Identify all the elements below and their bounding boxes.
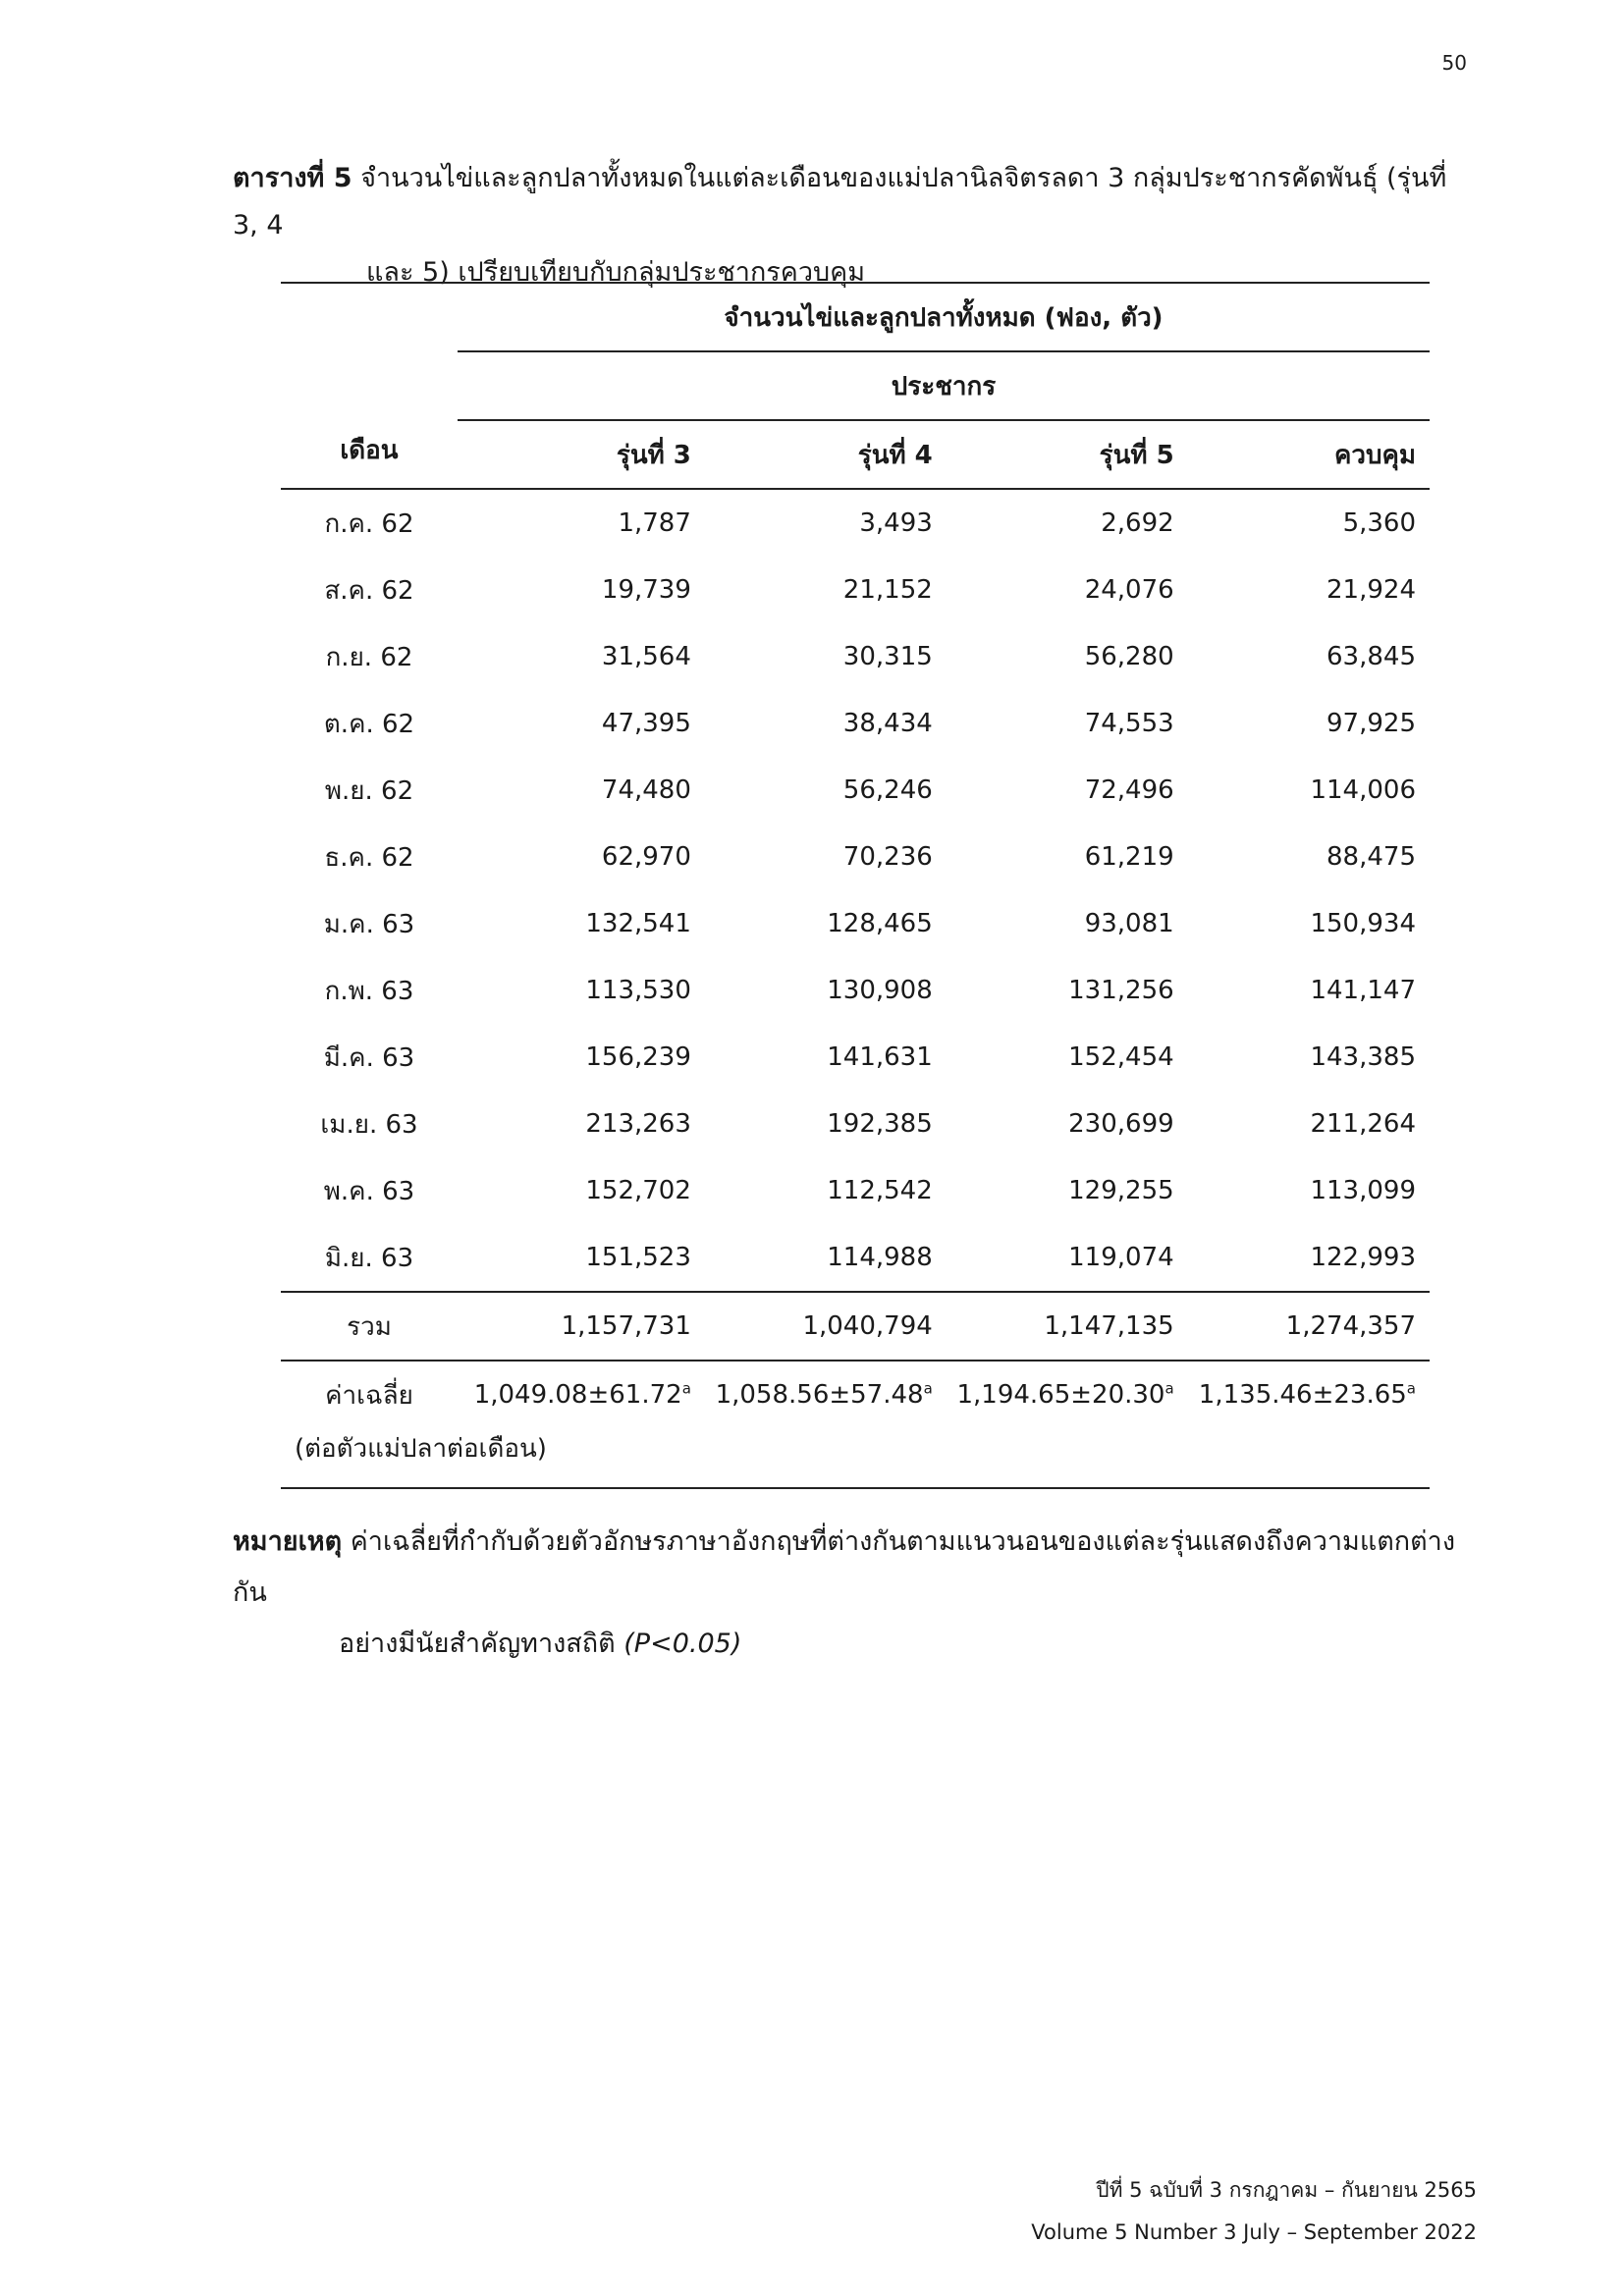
month-cell: ส.ค. 62 <box>324 575 414 606</box>
note-text-line2-wrap <box>233 1619 1480 1670</box>
value-cell: 19,739 <box>601 575 691 605</box>
note-stat: (P<0.05) <box>623 1629 742 1659</box>
table-row <box>281 824 1430 890</box>
caption-text-line2: และ 5) เปรียบเทียบกับกลุ่มประชากรควบคุม <box>366 257 866 288</box>
group-header: จำนวนไข่และลูกปลาทั้งหมด (ฟอง, ตัว) <box>724 302 1164 333</box>
note-text-line1: ค่าเฉลี่ยที่กำกับด้วยตัวอักษรภาษาอังกฤษที่ต่างกันตามแนวนอนของแต่ละรุ่นแสดงถึงความแตกต่างกัน <box>233 1526 1456 1608</box>
month-cell: ก.พ. 63 <box>324 976 414 1006</box>
table-row <box>281 1157 1430 1224</box>
value-cell: 114,006 <box>1310 775 1416 805</box>
mean-label: ค่าเฉลี่ย <box>325 1380 413 1411</box>
month-cell: มิ.ย. 63 <box>324 1243 414 1273</box>
value-cell: 128,465 <box>827 909 933 938</box>
mean-control: 1,135.46±23.65$^a$ <box>1198 1379 1416 1410</box>
value-cell: 151,523 <box>585 1243 691 1272</box>
value-cell: 230,699 <box>1068 1109 1174 1139</box>
value-cell: 152,454 <box>1068 1042 1174 1072</box>
value-cell: 88,475 <box>1326 842 1416 872</box>
value-cell: 74,480 <box>601 775 691 805</box>
col-header-gen4: รุ่นที่ 4 <box>857 440 933 470</box>
col-header-month: เดือน <box>340 436 399 465</box>
table-body <box>281 489 1430 1292</box>
table-row <box>281 489 1430 557</box>
table-row <box>281 890 1430 957</box>
table-row <box>281 957 1430 1024</box>
value-cell: 61,219 <box>1084 842 1174 872</box>
month-cell: ม.ค. 63 <box>323 909 415 939</box>
mean-sublabel-row <box>281 1428 1430 1488</box>
month-cell: ก.ค. 62 <box>324 508 414 539</box>
table-row <box>281 1224 1430 1292</box>
mean-gen3: 1,049.08±61.72$^a$ <box>473 1379 691 1410</box>
total-label: รวม <box>347 1311 392 1342</box>
value-cell: 2,692 <box>1101 508 1174 538</box>
value-cell: 24,076 <box>1084 575 1174 605</box>
footer-english: Volume 5 Number 3 July – September 2022 <box>1031 2220 1477 2244</box>
mean-sublabel: (ต่อตัวแม่ปลาต่อเดือน) <box>295 1434 547 1464</box>
note-label: หมายเหตุ <box>233 1526 343 1557</box>
value-cell: 21,924 <box>1326 575 1416 605</box>
total-row <box>281 1292 1430 1361</box>
value-cell: 192,385 <box>827 1109 933 1139</box>
month-cell: พ.ย. 62 <box>324 775 414 806</box>
value-cell: 47,395 <box>601 709 691 738</box>
month-cell: มี.ค. 63 <box>323 1042 415 1073</box>
value-cell: 38,434 <box>842 709 933 738</box>
value-cell: 30,315 <box>842 642 933 671</box>
total-gen3: 1,157,731 <box>561 1311 691 1341</box>
population-header: ประชากร <box>891 371 997 401</box>
col-header-control: ควบคุม <box>1333 440 1416 470</box>
value-cell: 56,246 <box>842 775 933 805</box>
value-cell: 63,845 <box>1326 642 1416 671</box>
value-cell: 152,702 <box>585 1176 691 1205</box>
caption-label: ตารางที่ 5 <box>233 163 352 193</box>
value-cell: 62,970 <box>601 842 691 872</box>
egg-fry-table <box>281 282 1430 1489</box>
caption-text-line1: จำนวนไข่และลูกปลาทั้งหมดในแต่ละเดือนของแม่ปลานิลจิตรลดา 3 กลุ่มประชากรคัดพันธุ์ (รุ่นที่ 3, 4 <box>233 163 1447 240</box>
value-cell: 129,255 <box>1068 1176 1174 1205</box>
col-header-gen3: รุ่นที่ 3 <box>616 440 691 470</box>
month-cell: ต.ค. 62 <box>323 709 415 739</box>
value-cell: 113,099 <box>1310 1176 1416 1205</box>
value-cell: 21,152 <box>842 575 933 605</box>
table-note <box>233 1517 1480 1670</box>
value-cell: 130,908 <box>827 976 933 1005</box>
value-cell: 31,564 <box>601 642 691 671</box>
value-cell: 74,553 <box>1084 709 1174 738</box>
mean-gen5: 1,194.65±20.30$^a$ <box>956 1379 1174 1410</box>
value-cell: 141,631 <box>827 1042 933 1072</box>
value-cell: 97,925 <box>1326 709 1416 738</box>
value-cell: 113,530 <box>585 976 691 1005</box>
table-row <box>281 690 1430 757</box>
month-cell: ธ.ค. 62 <box>324 842 414 873</box>
value-cell: 211,264 <box>1310 1109 1416 1139</box>
table-row <box>281 1091 1430 1157</box>
month-cell: ก.ย. 62 <box>325 642 413 672</box>
table-row <box>281 557 1430 623</box>
mean-row <box>281 1361 1430 1428</box>
table-row <box>281 1024 1430 1091</box>
footer-thai: ปีที่ 5 ฉบับที่ 3 กรกฎาคม – กันยายน 2565 <box>1096 2178 1477 2202</box>
month-cell: พ.ค. 63 <box>323 1176 415 1206</box>
value-cell: 143,385 <box>1310 1042 1416 1072</box>
total-control: 1,274,357 <box>1285 1311 1416 1341</box>
value-cell: 150,934 <box>1310 909 1416 938</box>
value-cell: 93,081 <box>1084 909 1174 938</box>
note-text-line2: อย่างมีนัยสำคัญทางสถิติ <box>339 1629 616 1659</box>
table-row <box>281 623 1430 690</box>
total-gen4: 1,040,794 <box>802 1311 933 1341</box>
value-cell: 156,239 <box>585 1042 691 1072</box>
table-caption <box>233 155 1480 296</box>
value-cell: 112,542 <box>827 1176 933 1205</box>
value-cell: 3,493 <box>859 508 933 538</box>
value-cell: 1,787 <box>618 508 691 538</box>
value-cell: 72,496 <box>1084 775 1174 805</box>
table-row <box>281 757 1430 824</box>
value-cell: 213,263 <box>585 1109 691 1139</box>
month-cell: เม.ย. 63 <box>320 1109 418 1140</box>
value-cell: 131,256 <box>1068 976 1174 1005</box>
value-cell: 119,074 <box>1068 1243 1174 1272</box>
total-gen5: 1,147,135 <box>1044 1311 1174 1341</box>
value-cell: 56,280 <box>1084 642 1174 671</box>
value-cell: 114,988 <box>827 1243 933 1272</box>
value-cell: 5,360 <box>1342 508 1416 538</box>
value-cell: 132,541 <box>585 909 691 938</box>
page-number: 50 <box>1441 51 1467 75</box>
mean-gen4: 1,058.56±57.48$^a$ <box>715 1379 933 1410</box>
value-cell: 141,147 <box>1310 976 1416 1005</box>
value-cell: 70,236 <box>842 842 933 872</box>
col-header-gen5: รุ่นที่ 5 <box>1099 440 1174 470</box>
value-cell: 122,993 <box>1310 1243 1416 1272</box>
